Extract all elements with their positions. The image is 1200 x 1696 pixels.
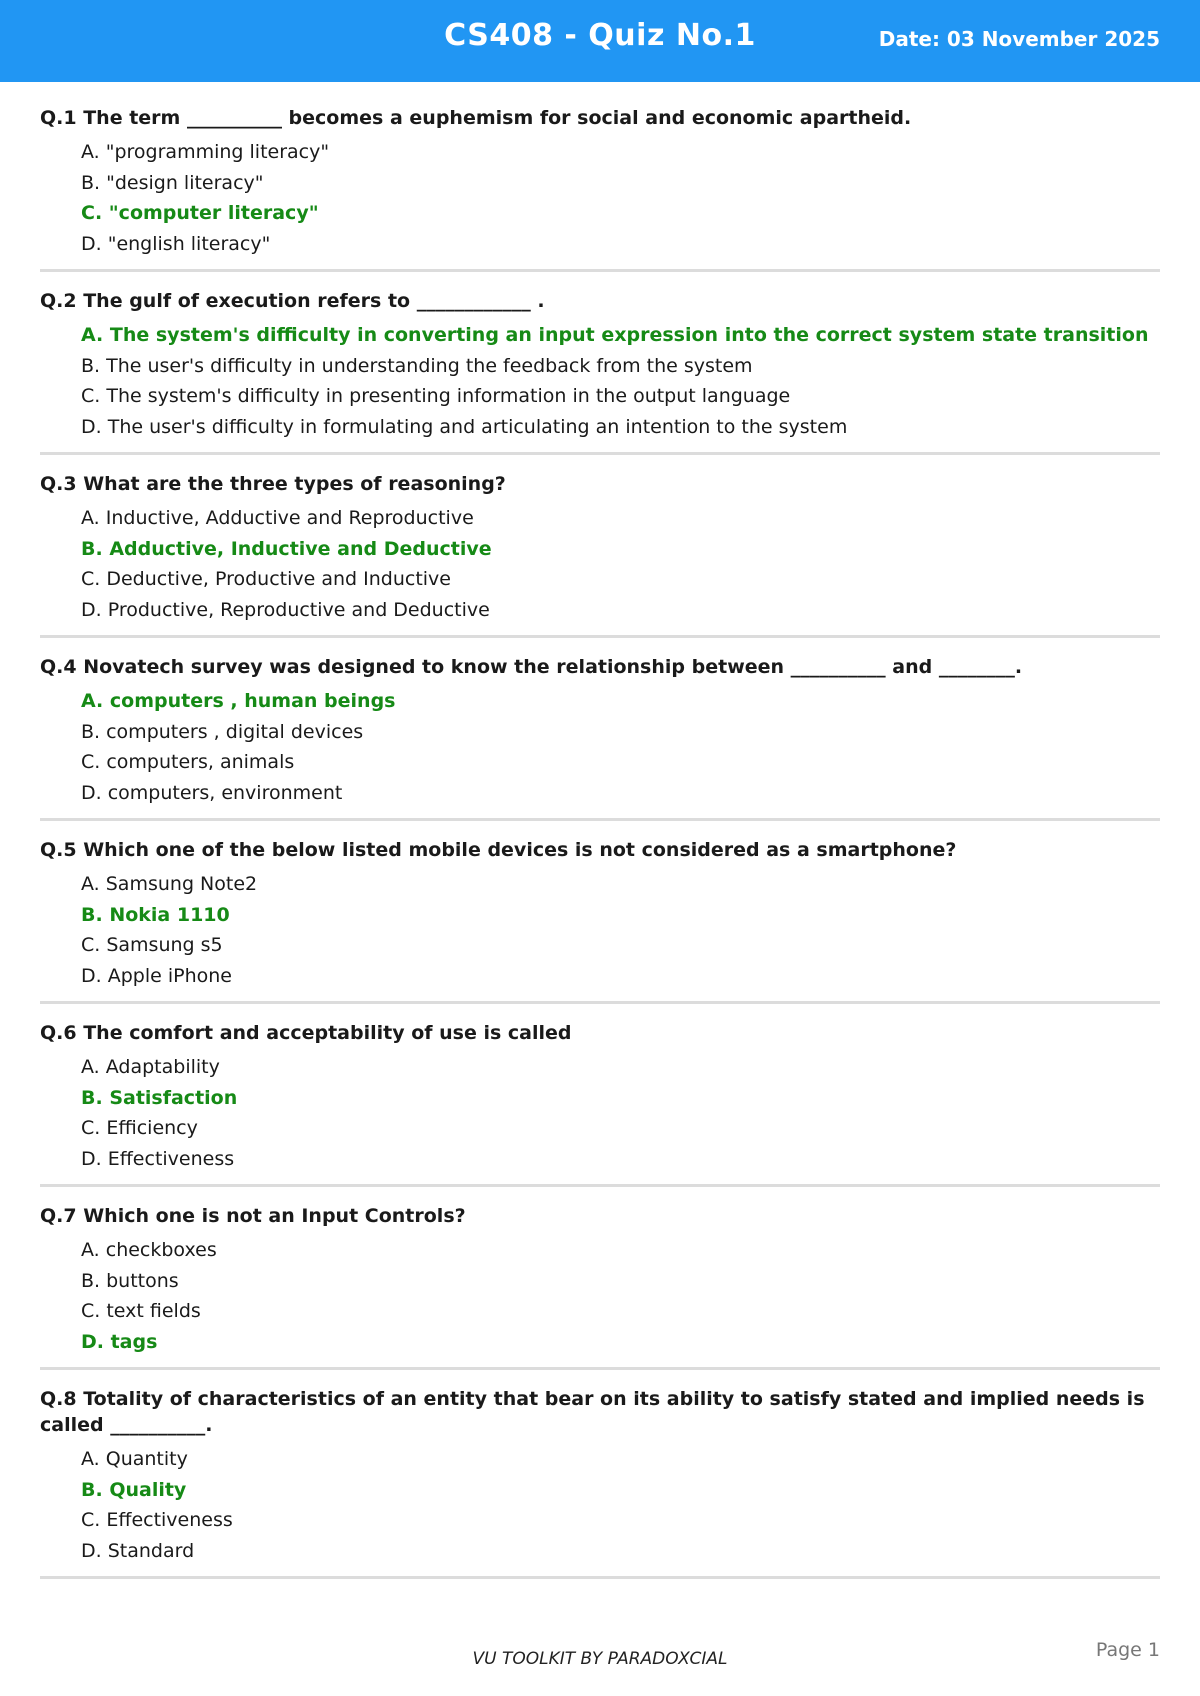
- question-text: Q.8 Totality of characteristics of an entity that bear on its ability to satisfy stated and implied needs is called __________.: [40, 1388, 1145, 1436]
- answer-option: A. checkboxes: [81, 1239, 217, 1261]
- question-text: Q.7 Which one is not an Input Controls?: [40, 1205, 466, 1227]
- answer-option: A. Quantity: [81, 1448, 188, 1470]
- answer-option: D. Standard: [81, 1539, 195, 1562]
- answer-option: D. "english literacy": [81, 232, 271, 255]
- answer-option: D. Effectiveness: [81, 1147, 235, 1170]
- option-list: [40, 1052, 1160, 1174]
- correct-option: A. The system's difficulty in converting an input expression into the correct system state transition: [81, 324, 1149, 346]
- question-block: [40, 654, 1160, 821]
- correct-option: B. Satisfaction: [81, 1086, 238, 1109]
- question-block: [40, 1203, 1160, 1370]
- question-list: [40, 100, 1160, 1595]
- answer-option: C. Effectiveness: [81, 1509, 233, 1531]
- answer-option: D. Apple iPhone: [81, 964, 232, 987]
- correct-option: C. "computer literacy": [81, 202, 319, 224]
- answer-option: C. The system's difficulty in presenting information in the output language: [81, 385, 791, 407]
- answer-option: C. Samsung s5: [81, 934, 223, 956]
- answer-option: C. computers, animals: [81, 751, 295, 773]
- option-list: [40, 1235, 1160, 1357]
- answer-option: B. "design literacy": [81, 171, 264, 194]
- question-block: [40, 105, 1160, 272]
- option-list: [40, 869, 1160, 991]
- answer-option: C. Efficiency: [81, 1117, 198, 1139]
- page-number: Page 1: [1095, 1639, 1160, 1661]
- correct-option: B. Quality: [81, 1478, 187, 1501]
- question-text: Q.4 Novatech survey was designed to know the relationship between __________ and ________.: [40, 656, 1023, 678]
- question-text: Q.6 The comfort and acceptability of use is called: [40, 1022, 572, 1044]
- answer-option: A. Samsung Note2: [81, 873, 258, 895]
- question-text: Q.1 The term __________ becomes a euphemism for social and economic apartheid.: [40, 107, 912, 129]
- question-block: [40, 837, 1160, 1004]
- answer-option: A. Inductive, Adductive and Reproductive: [81, 507, 474, 529]
- answer-option: B. The user's difficulty in understanding the feedback from the system: [81, 354, 753, 377]
- correct-option: A. computers , human beings: [81, 690, 396, 712]
- question-block: [40, 1020, 1160, 1187]
- answer-option: C. text fields: [81, 1300, 201, 1322]
- answer-option: D. Productive, Reproductive and Deductive: [81, 598, 490, 621]
- option-list: [40, 137, 1160, 259]
- option-list: [40, 686, 1160, 808]
- correct-option: B. Adductive, Inductive and Deductive: [81, 537, 492, 560]
- quiz-title: CS408 - Quiz No.1: [444, 18, 756, 53]
- question-block: [40, 288, 1160, 455]
- correct-option: D. tags: [81, 1330, 158, 1353]
- answer-option: D. computers, environment: [81, 781, 343, 804]
- question-text: Q.2 The gulf of execution refers to ____________ .: [40, 290, 545, 312]
- question-text: Q.5 Which one of the below listed mobile devices is not considered as a smartphone?: [40, 839, 957, 861]
- answer-option: A. Adaptability: [81, 1056, 220, 1078]
- page-header: [0, 0, 1200, 82]
- answer-option: D. The user's difficulty in formulating and articulating an intention to the system: [81, 415, 848, 438]
- answer-option: B. computers , digital devices: [81, 720, 364, 743]
- question-block: [40, 1386, 1160, 1579]
- question-block: [40, 471, 1160, 638]
- footer-brand: VU TOOLKIT BY PARADOXCIAL: [472, 1649, 728, 1669]
- option-list: [40, 1444, 1160, 1566]
- question-text: Q.3 What are the three types of reasoning?: [40, 473, 506, 495]
- answer-option: B. buttons: [81, 1269, 179, 1292]
- option-list: [40, 503, 1160, 625]
- answer-option: A. "programming literacy": [81, 141, 330, 163]
- quiz-date: Date: 03 November 2025: [878, 27, 1160, 51]
- answer-option: C. Deductive, Productive and Inductive: [81, 568, 451, 590]
- option-list: [40, 320, 1160, 442]
- correct-option: B. Nokia 1110: [81, 903, 230, 926]
